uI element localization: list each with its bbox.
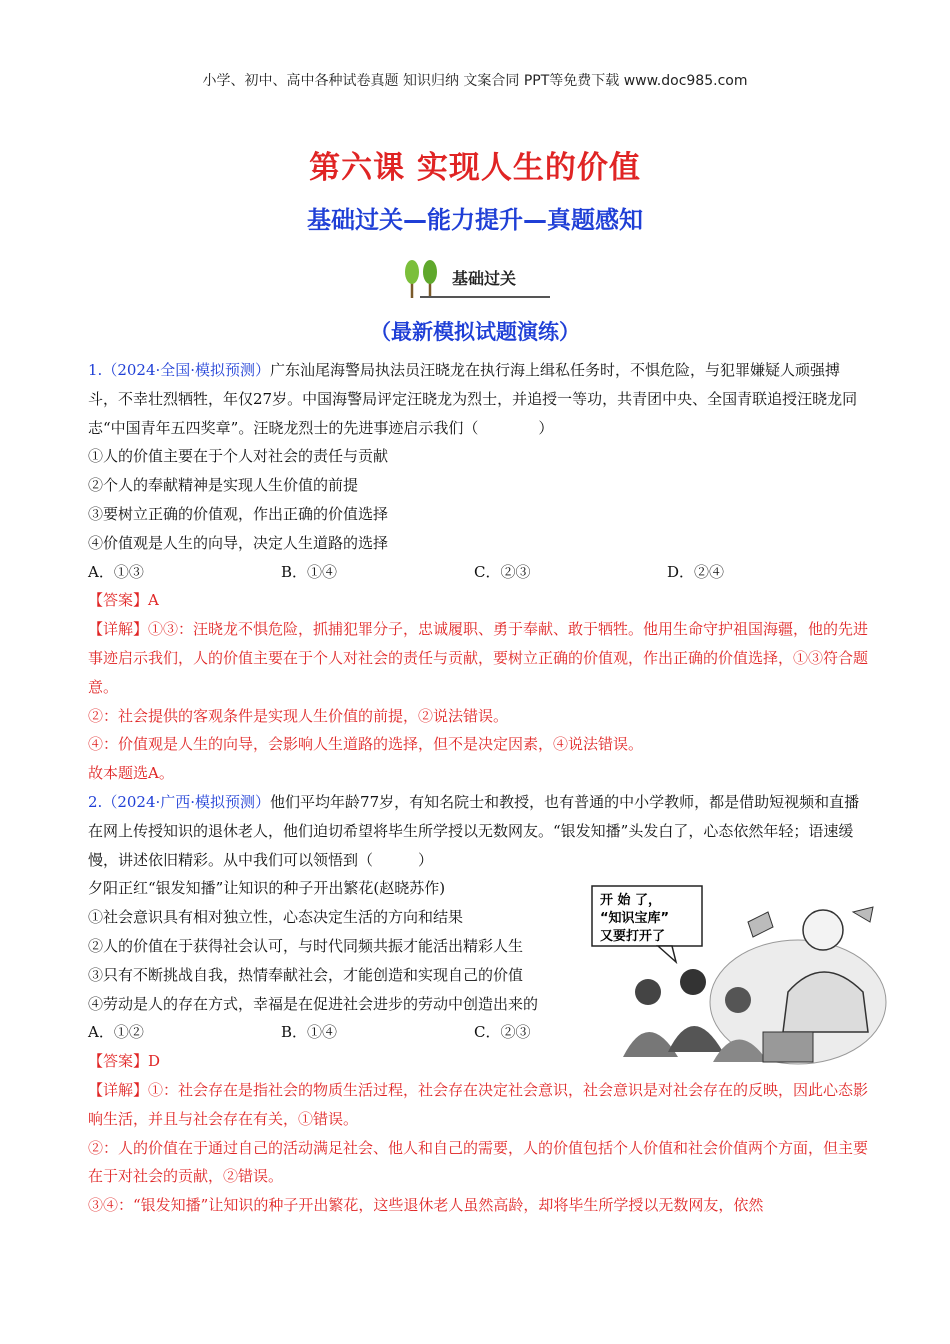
q1-options: [88, 558, 868, 587]
q1-option-a: A．①③: [88, 562, 144, 581]
q1-stem-text: 广东汕尾海警局执法员汪晓龙在执行海上缉私任务时，不惧危险，与犯罪嫌疑人顽强搏斗，不幸壮烈牺牲，年仅27岁。中国海警局评定汪晓龙为烈士，并追授一等功，共青团中央、全国青联追授汪晓龙同志“中国青年五四奖章”。汪晓龙烈士的先进事迹启示我们（ ）: [88, 361, 858, 437]
q1-option-d: D．②④: [667, 562, 725, 581]
q1-item: ③要树立正确的价值观，作出正确的价值选择: [88, 504, 389, 523]
bubble-line-1: 开 始 了，: [600, 893, 662, 909]
bubble-line-2: “知识宝库”: [600, 911, 670, 927]
q1-conclusion: 故本题选A。: [88, 764, 174, 783]
q2-item: ④劳动是人的存在方式，幸福是在促进社会进步的劳动中创造出来的: [88, 994, 539, 1013]
q1-explain: ④：价值观是人生的向导，会影响人生道路的选择，但不是决定因素，④说法错误。: [88, 735, 644, 754]
q1-answer: 【答案】A: [88, 591, 159, 610]
q2-explain: ②：人的价值在于通过自己的活动满足社会、他人和自己的需要，人的价值包括个人价值和社会价值两个方面，但主要在于对社会的贡献，②错误。: [88, 1138, 869, 1186]
q1-number: 1.: [88, 361, 103, 379]
q2-number: 2.: [88, 792, 103, 811]
q2-stem-text: 他们平均年龄77岁，有知名院士和教授，也有普通的中小学教师，都是借助短视频和直播在网上传授知识的退休老人，他们迫切希望将毕生所学授以无数网友。“银发知播”头发白了，心态依然年轻；语速缓慢，讲述依旧精彩。从中我们可以领悟到（ ）: [88, 792, 860, 869]
lesson-subtitle: 基础过关—能力提升—真题感知: [307, 206, 643, 234]
q2-explain: ③④：“银发知播”让知识的种子开出繁花，这些退休老人虽然高龄，却将毕生所学授以无数网友，依然: [88, 1196, 764, 1215]
q2-explain: 【详解】①：社会存在是指社会的物质生活过程，社会存在决定社会意识，社会意识是对社会存在的反映，因此心态影响生活，并且与社会存在有关，①错误。: [88, 1080, 869, 1128]
q1-explain: ②：社会提供的客观条件是实现人生价值的前提，②说法错误。: [88, 706, 509, 725]
cartoon-drawing: [588, 882, 888, 1072]
cartoon-image: [588, 882, 888, 1072]
q1-option-b: B．①④: [281, 562, 338, 581]
q1-stem: [88, 356, 868, 442]
q2-stem: [88, 788, 868, 874]
q1-item: ④价值观是人生的向导，决定人生道路的选择: [88, 533, 389, 552]
q2-item: ②人的价值在于获得社会认可，与时代同频共振才能活出精彩人生: [88, 936, 524, 955]
q2-answer: 【答案】D: [88, 1052, 161, 1071]
lesson-title: 第六课 实现人生的价值: [309, 150, 641, 186]
q2-caption: 夕阳正红“银发知播”让知识的种子开出繁花(赵晓苏作): [88, 879, 446, 898]
q1-explain: 【详解】①③：汪晓龙不惧危险，抓捕犯罪分子，忠诚履职、勇于奉献、敢于牺牲。他用生命守护祖国海疆，他的先进事迹启示我们，人的价值主要在于个人对社会的责任与贡献，要树立正确的价值观，作出正确的价值选择，①③符合题意。: [88, 620, 869, 696]
q2-option-b: B．①④: [281, 1023, 338, 1042]
q1-item: ②个人的奉献精神是实现人生价值的前提: [88, 476, 359, 495]
q1-source: （2024·全国·模拟预测）: [102, 361, 271, 379]
q2-item: ①社会意识具有相对独立性，心态决定生活的方向和结果: [88, 908, 464, 927]
section-title: （最新模拟试题演练）: [370, 319, 580, 344]
question-content: [88, 356, 868, 1220]
site-header: 小学、初中、高中各种试卷真题 知识归纳 文案合同 PPT等免费下载 www.doc985.com: [202, 73, 748, 89]
bubble-line-3: 又要打开了: [600, 929, 666, 945]
badge-underline: [420, 296, 550, 298]
q2-item: ③只有不断挑战自我，热情奉献社会，才能创造和实现自己的价值: [88, 965, 524, 984]
q2-source: （2024·广西·模拟预测）: [102, 792, 271, 811]
badge-label: 基础过关: [452, 269, 517, 288]
q1-item: ①人的价值主要在于个人对社会的责任与贡献: [88, 447, 389, 466]
tree-icon: [400, 258, 444, 300]
q2-body: [88, 874, 868, 1047]
section-badge: [400, 258, 550, 300]
q2-option-a: A．①②: [88, 1023, 144, 1042]
q1-option-c: C．②③: [474, 562, 531, 581]
q2-option-c: C．②③: [474, 1023, 531, 1042]
